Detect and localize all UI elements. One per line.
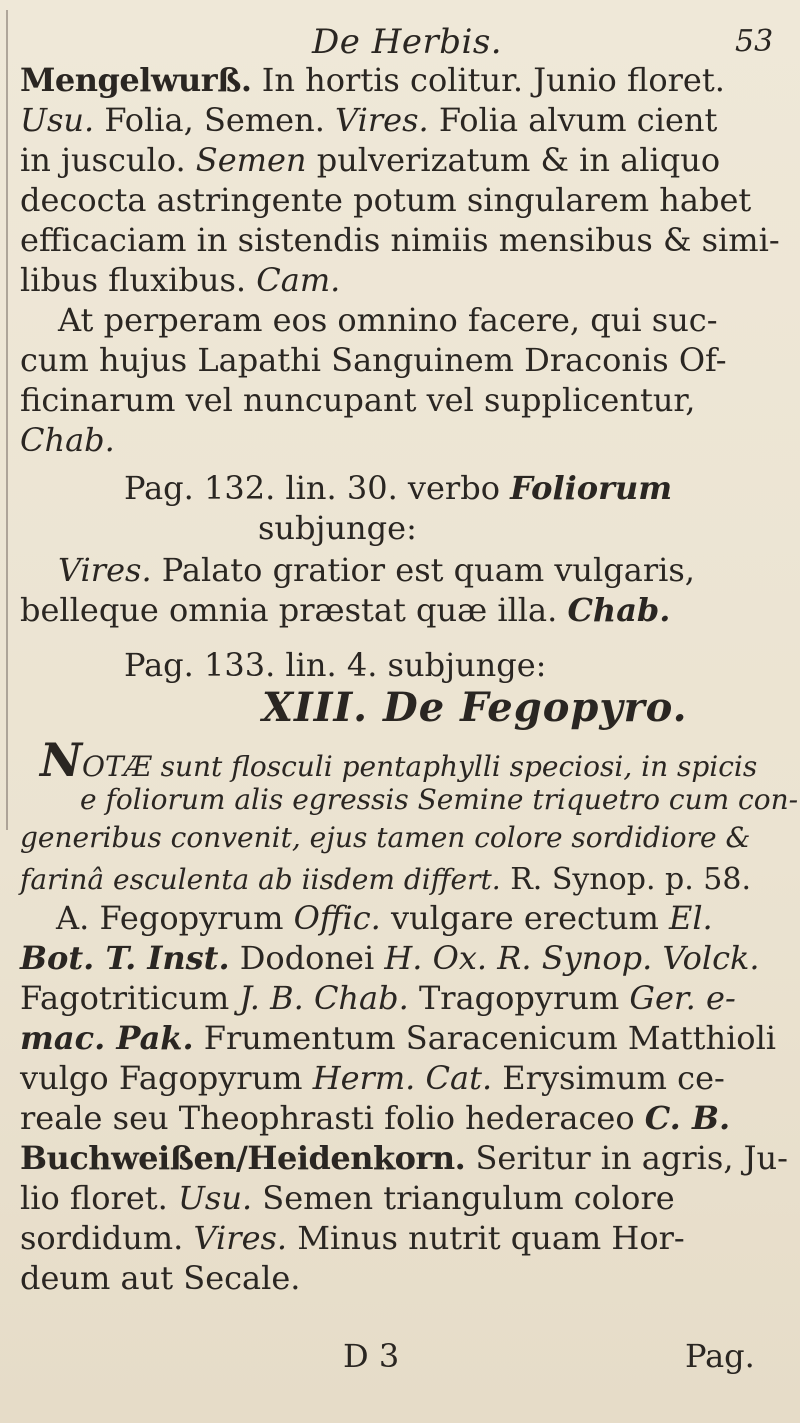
- semen-label: Semen: [195, 141, 307, 179]
- author-abbrev: C. B.: [644, 1099, 731, 1137]
- text-span: belleque omnia præstat quæ illa.: [20, 591, 568, 629]
- usu-label: Usu.: [177, 1179, 253, 1217]
- author-abbrev: Chab.: [567, 591, 671, 629]
- synonym-line-10: deum aut Secale.: [20, 1259, 301, 1297]
- catchword: Pag.: [685, 1337, 755, 1375]
- text-span: in jusculo.: [20, 141, 196, 179]
- page-header: [0, 14, 800, 64]
- text-span: pulverizatum & in aliquo: [306, 141, 721, 179]
- text-span: Seritur in agris, Ju-: [465, 1139, 788, 1177]
- text-span: sordidum.: [20, 1219, 194, 1257]
- text-span: Tragopyrum: [408, 979, 630, 1017]
- entry-line-4: decocta astringente potum singularem habet: [20, 181, 752, 219]
- author-abbrev: Cam.: [256, 261, 341, 299]
- synonym-line-2: [20, 938, 760, 978]
- text-span: Dodonei: [229, 939, 385, 977]
- note-132-line-3: [58, 550, 695, 590]
- entry-line-6: [20, 260, 340, 300]
- text-span: Palato gratior est quam vulgaris,: [151, 551, 695, 589]
- synonym-line-6: [20, 1098, 730, 1138]
- keyword: Foliorum: [510, 469, 673, 507]
- text-span: Folia alvum cient: [428, 101, 718, 139]
- vires-label: Vires.: [193, 1219, 288, 1257]
- usu-label: Usu.: [20, 101, 95, 139]
- notae-line-4: [20, 858, 751, 900]
- text-span: lio floret.: [20, 1179, 178, 1217]
- signature-mark: D 3: [343, 1337, 400, 1375]
- synonym-line-7: [20, 1138, 788, 1178]
- text-span: Erysimum ce-: [492, 1059, 725, 1097]
- synonym-line-5: [20, 1058, 725, 1098]
- synonym-line-4: [20, 1018, 776, 1058]
- author-abbrev: El.: [668, 899, 713, 937]
- entry-line-7: At perperam eos omnino facere, qui suc-: [58, 301, 718, 339]
- margin-rule: [6, 10, 8, 830]
- synonym-line-8: [20, 1178, 675, 1218]
- author-abbrev: mac. Pak.: [20, 1019, 194, 1057]
- synonym-line-3: [20, 978, 736, 1018]
- note-132-line-1: [124, 468, 672, 508]
- text-span: A. Fegopyrum: [56, 899, 294, 937]
- text-span: Semen triangulum colore: [252, 1179, 675, 1217]
- author-abbrev: J. B. Chab.: [239, 979, 409, 1017]
- entry-line-8: cum hujus Lapathi Sanguinem Draconis Of-: [20, 341, 727, 379]
- entry-line-1: [20, 60, 725, 100]
- vires-label: Vires.: [58, 551, 152, 589]
- text-span: vulgare erectum: [380, 899, 669, 937]
- text-span: reale seu Theophrasti folio hederaceo: [20, 1099, 645, 1137]
- german-name: Mengelwurß.: [20, 61, 252, 99]
- vires-label: Vires.: [335, 101, 429, 139]
- text-span: In hortis colitur. Junio floret.: [251, 61, 725, 99]
- synonym-line-9: [20, 1218, 685, 1258]
- entry-line-9: ficinarum vel nuncupant vel supplicentur,: [20, 381, 696, 419]
- author-abbrev: Herm. Cat.: [312, 1059, 493, 1097]
- text-span: Pag. 132. lin. 30. verbo: [124, 469, 511, 507]
- text-span: Frumentum Saracenicum Matthioli: [193, 1019, 777, 1057]
- synonym-line-1: [56, 898, 713, 938]
- text-span: Minus nutrit quam Hor-: [287, 1219, 685, 1257]
- reference: R. Synop. p. 58.: [500, 862, 751, 897]
- entry-line-5: efficaciam in sistendis nimiis mensibus & simi-: [20, 221, 780, 259]
- notae-line-3: generibus convenit, ejus tamen colore sordidiore &: [20, 821, 751, 854]
- page-number: 53: [735, 24, 774, 59]
- note-132-line-2: subjunge:: [258, 509, 417, 547]
- notae-line-2: e foliorum alis egressis Semine triquetro cum con-: [80, 783, 799, 816]
- note-132-line-4: [20, 590, 670, 630]
- text-span: Fagotriticum: [20, 979, 240, 1017]
- author-abbrev: Bot. T. Inst.: [20, 939, 230, 977]
- german-name: Buchweißen/Heidenkorn.: [20, 1139, 466, 1177]
- entry-line-10: Chab.: [20, 421, 115, 459]
- running-title: De Herbis.: [312, 22, 503, 62]
- text-span: vulgo Fagopyrum: [20, 1059, 313, 1097]
- entry-line-2: [20, 100, 717, 140]
- author-abbrev: Offic.: [293, 899, 381, 937]
- note-133-line-1: Pag. 133. lin. 4. subjunge:: [124, 646, 547, 684]
- author-abbrev: H. Ox. R. Synop. Volck.: [384, 939, 760, 977]
- drop-capital: N: [40, 733, 83, 787]
- text-span: libus fluxibus.: [20, 261, 257, 299]
- text-span: OTÆ sunt flosculi pentaphylli speciosi, in spicis: [82, 750, 758, 783]
- text-span: farinâ esculenta ab iisdem differt.: [20, 863, 501, 896]
- author-abbrev: Ger. e-: [629, 979, 736, 1017]
- section-title: XIII. De Fegopyro.: [262, 684, 688, 731]
- entry-line-3: [20, 140, 720, 180]
- text-span: Folia, Semen.: [94, 101, 336, 139]
